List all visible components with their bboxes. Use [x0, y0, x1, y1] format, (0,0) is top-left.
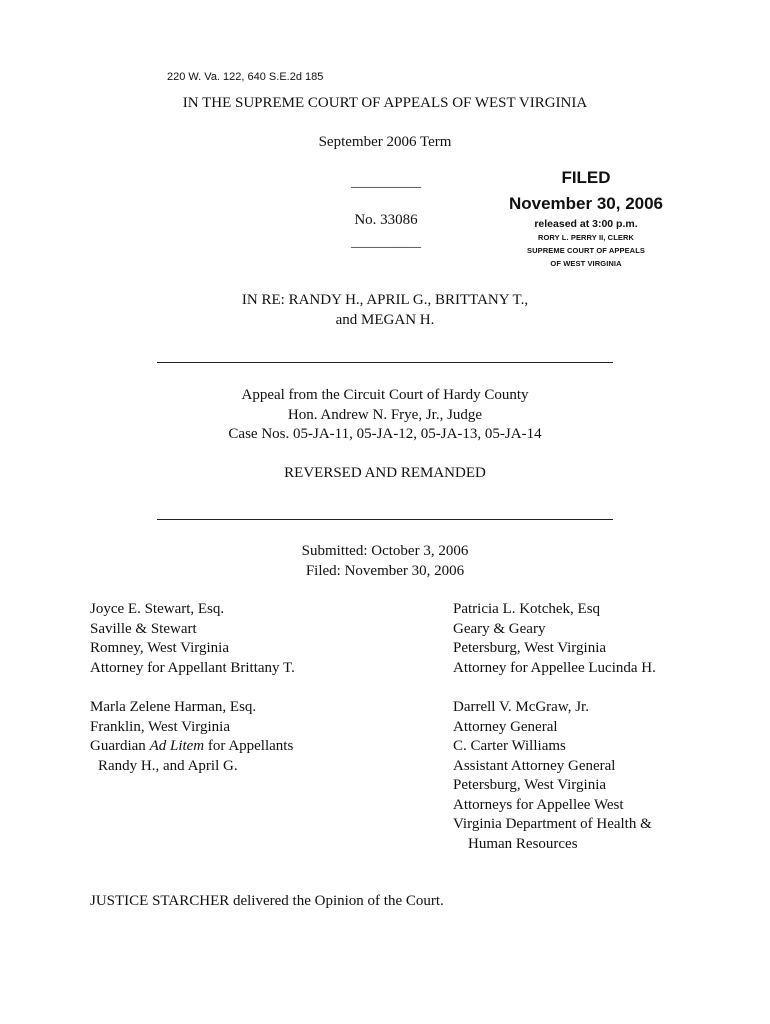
counsel-right-1: [453, 600, 656, 678]
docket-rule-top: __________: [351, 175, 421, 190]
appeal-judge: Hon. Andrew N. Frye, Jr., Judge: [287, 406, 483, 423]
appeal-case-numbers: Case Nos. 05-JA-11, 05-JA-12, 05-JA-13, 05-JA-14: [228, 426, 542, 442]
citation: 220 W. Va. 122, 640 S.E.2d 185: [167, 71, 324, 83]
submitted-date: Submitted: October 3, 2006: [301, 543, 469, 559]
counsel-name: Patricia L. Kotchek, Esq: [453, 601, 601, 617]
filed-stamp: [476, 168, 696, 270]
counsel-location: Petersburg, West Virginia: [453, 777, 607, 793]
filed-clerk-line: OF WEST VIRGINIA: [550, 259, 622, 268]
filed-date-line: Filed: November 30, 2006: [305, 562, 465, 579]
counsel-left-1: [90, 600, 295, 678]
disposition: REVERSED AND REMANDED: [284, 465, 486, 481]
counsel-role-continued: Randy H., and April G.: [98, 757, 238, 774]
counsel-role-suffix: for Appellants: [204, 738, 294, 754]
counsel-name: Darrell V. McGraw, Jr.: [453, 699, 589, 715]
appeal-court: Appeal from the Circuit Court of Hardy County: [241, 387, 529, 403]
horizontal-rule: [157, 362, 613, 363]
counsel-right-2: [453, 698, 652, 854]
counsel-role: Virginia Department of Health &: [453, 816, 652, 832]
counsel-role: Attorney for Appellant Brittany T.: [90, 659, 295, 676]
case-title-line: IN RE: RANDY H., APRIL G., BRITTANY T.,: [241, 292, 529, 308]
counsel-role: Attorney for Appellee Lucinda H.: [453, 659, 656, 676]
counsel-role: [90, 737, 293, 757]
filed-release: released at 3:00 p.m.: [534, 218, 638, 230]
appeal-info: [0, 386, 770, 445]
filed-clerk-line: SUPREME COURT OF APPEALS: [527, 246, 645, 255]
counsel-role-prefix: Guardian: [90, 738, 150, 754]
counsel-left-2: [90, 698, 293, 776]
opinion-author: JUSTICE STARCHER delivered the Opinion of the Court.: [90, 893, 444, 909]
counsel-firm: Geary & Geary: [453, 620, 546, 637]
counsel-title: Assistant Attorney General: [453, 757, 616, 774]
filed-date: November 30, 2006: [508, 194, 664, 213]
counsel-firm: Saville & Stewart: [90, 620, 197, 637]
case-title-line: and MEGAN H.: [335, 311, 435, 328]
counsel-name: Marla Zelene Harman, Esq.: [90, 699, 257, 715]
counsel-role: Attorneys for Appellee West: [453, 796, 624, 813]
term: September 2006 Term: [318, 134, 452, 150]
case-title: [0, 291, 770, 330]
horizontal-rule: [157, 519, 613, 520]
docket-number: No. 33086: [354, 212, 418, 228]
counsel-title: Attorney General: [453, 718, 558, 735]
dates: [0, 542, 770, 581]
court-title: IN THE SUPREME COURT OF APPEALS OF WEST VIRGINIA: [182, 95, 588, 111]
counsel-name: C. Carter Williams: [453, 738, 566, 754]
filed-title: FILED: [561, 168, 611, 187]
counsel-location: Franklin, West Virginia: [90, 718, 230, 735]
counsel-role-italic: Ad Litem: [149, 738, 205, 754]
docket-rule-bottom: __________: [351, 235, 421, 250]
counsel-name: Joyce E. Stewart, Esq.: [90, 601, 225, 617]
counsel-role-continued: Human Resources: [468, 835, 578, 852]
counsel-location: Petersburg, West Virginia: [453, 640, 607, 656]
filed-clerk-line: RORY L. PERRY II, CLERK: [537, 233, 635, 242]
counsel-location: Romney, West Virginia: [90, 640, 229, 656]
